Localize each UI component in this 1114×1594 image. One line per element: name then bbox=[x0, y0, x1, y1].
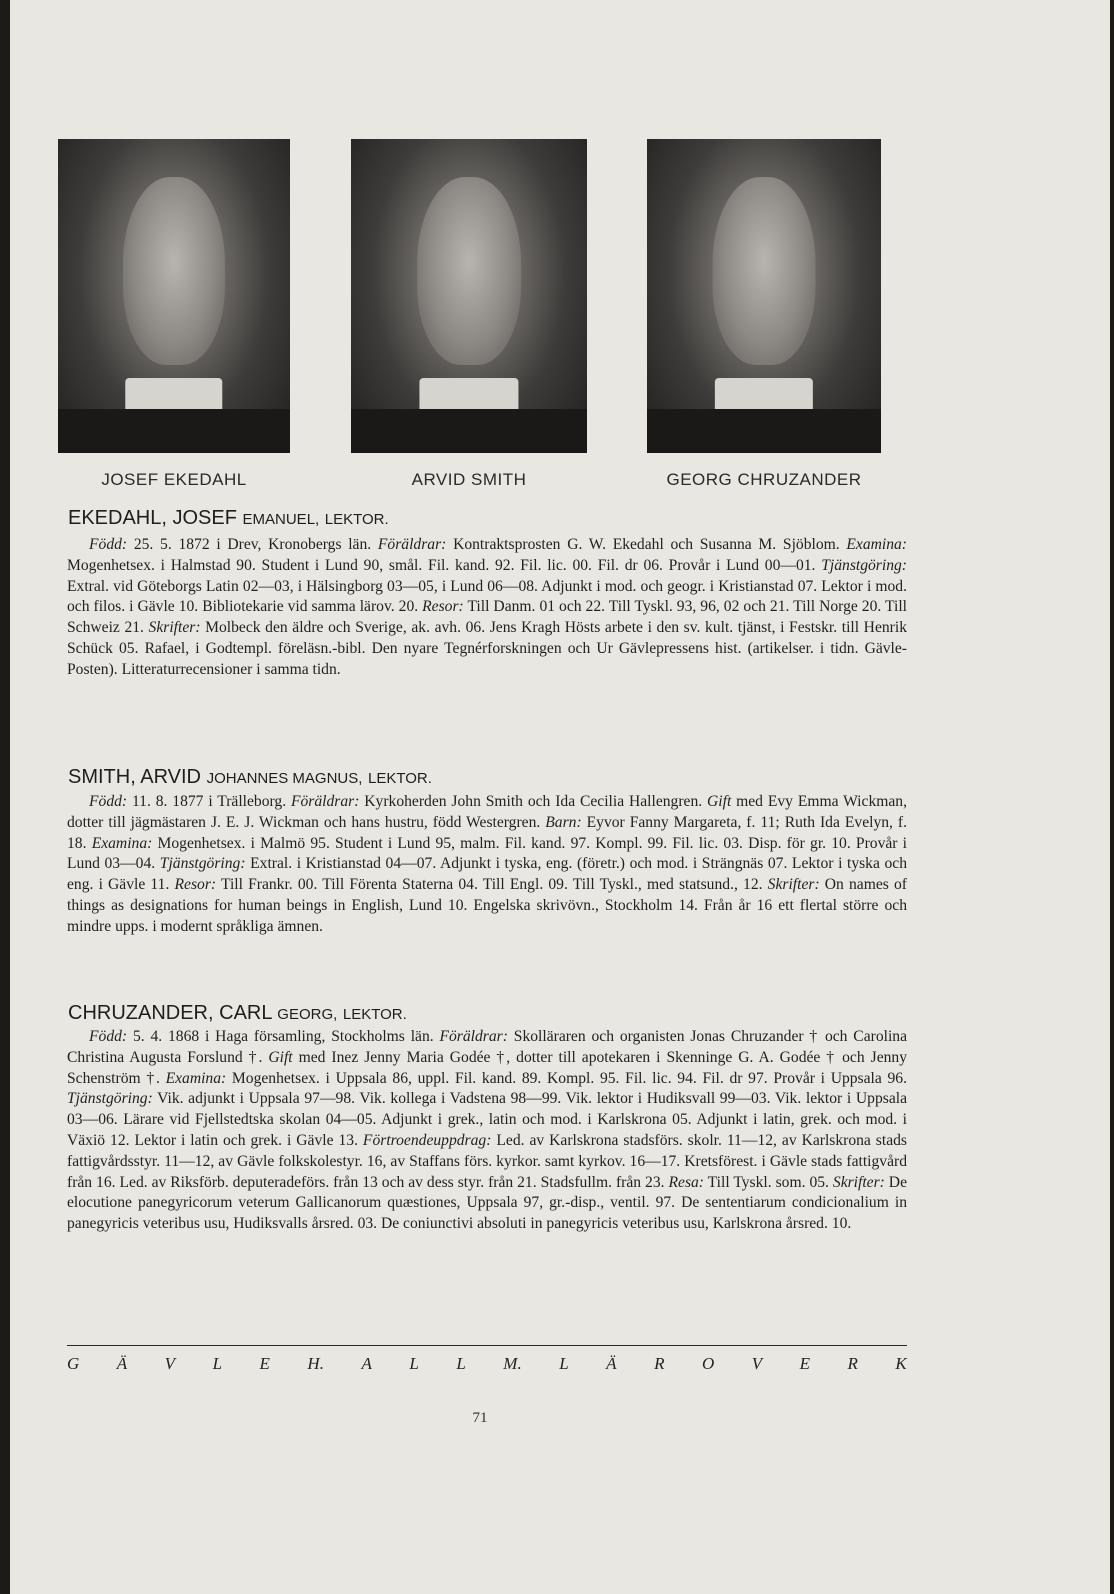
field-text: Till Tyskl. som. 05. bbox=[704, 1173, 833, 1191]
field-label: Resor: bbox=[174, 876, 217, 894]
field-text: De elocutione panegyricorum veterum Gallicanorum quæstiones, Uppsala 97, gr.-disp., ventil. 97. De sententiarum condicionalium in panegyricis veteribus usu, Hudiksvalls årsred. 03. De coniunctivi absoluti in panegyricis veteribus usu, Karlskrona årsred. 10. bbox=[67, 1173, 907, 1233]
field-label: Resor: bbox=[422, 598, 464, 616]
portrait-photo-chruzander bbox=[647, 139, 881, 453]
field-label: Barn: bbox=[545, 813, 582, 831]
field-text: Molbeck den äldre och Sverige, ak. avh. 06. Jens Kragh Hösts arbete i den sv. kult. tjänst, i Festskr. till Henrik Schück 05. Rafael, i Godtempl. föreläsn.-bibl. Den nyare Tegnérforskningen och Ur Gävlepressens hist. (artikelser. i tidn. Gävle-Posten). Litteraturrecensioner i samma tidn. bbox=[67, 619, 907, 678]
field-label: Skrifter: bbox=[148, 619, 201, 637]
footer-letter: E bbox=[799, 1354, 811, 1373]
footer-letter: R bbox=[654, 1354, 665, 1373]
page-number: 71 bbox=[472, 1410, 488, 1426]
field-label: Tjänstgöring: bbox=[821, 556, 907, 574]
entry-title: LEKTOR. bbox=[324, 511, 389, 528]
field-label: Gift bbox=[707, 793, 732, 810]
entry-given-name: ARVID bbox=[140, 766, 201, 788]
portrait-photo-smith bbox=[351, 139, 587, 453]
portrait-photo-ekedahl bbox=[58, 139, 290, 453]
footer-letter: V bbox=[751, 1354, 763, 1373]
field-label: Skrifter: bbox=[767, 876, 820, 894]
entry-title: LEKTOR. bbox=[342, 1006, 407, 1023]
field-label: Examina: bbox=[91, 834, 153, 852]
footer-letter: A bbox=[361, 1354, 372, 1373]
field-text: med Inez Jenny Maria Godée †, dotter till apotekaren i Skenninge G. A. Godée † och Jenny Schenström †. bbox=[67, 1048, 907, 1087]
entry-heading bbox=[68, 766, 432, 789]
entry-heading bbox=[68, 1002, 407, 1025]
footer-letter: L bbox=[409, 1354, 419, 1373]
field-text: 11. 8. 1877 i Trälleborg. bbox=[127, 793, 291, 810]
entry-middle-name: GEORG, bbox=[277, 1006, 338, 1023]
field-label: Född: bbox=[89, 536, 128, 553]
field-label: Född: bbox=[89, 793, 128, 810]
footer-letter: O bbox=[701, 1354, 715, 1373]
entry-given-name: CARL bbox=[219, 1002, 272, 1024]
field-label: Tjänstgöring: bbox=[159, 855, 246, 873]
entry-text bbox=[67, 792, 907, 938]
footer-letter: Ä bbox=[116, 1354, 128, 1373]
entry-middle-name: JOHANNES MAGNUS, bbox=[206, 770, 363, 787]
running-footer bbox=[67, 1354, 907, 1374]
field-text: On names of things as designations for human beings in English, Lund 10. Engelska skrivövn., Stockholm 14. Från år 16 ett flertal större och mindre upps. i modernt språkliga ämnen. bbox=[67, 876, 907, 935]
field-text: Mogenhetsex. i Uppsala 86, uppl. Fil. kand. 89. Kompl. 95. Fil. lic. 94. Fil. dr 97. Provår i Uppsala 96. bbox=[226, 1069, 908, 1087]
entry-middle-name: EMANUEL, bbox=[242, 511, 320, 528]
portrait-caption: GEORG CHRUZANDER bbox=[666, 470, 862, 489]
footer-letter: Ä bbox=[606, 1354, 617, 1373]
field-label: Examina: bbox=[846, 536, 907, 553]
entry-body bbox=[67, 792, 907, 938]
field-label: Förtroendeuppdrag: bbox=[362, 1131, 492, 1149]
footer-letter: L bbox=[212, 1354, 223, 1373]
entry-surname: EKEDAHL, bbox=[68, 507, 167, 529]
entry-text bbox=[67, 1027, 907, 1235]
footer-letter: G bbox=[67, 1354, 80, 1373]
footer-letter: L bbox=[559, 1354, 569, 1373]
entry-body bbox=[67, 535, 907, 681]
field-label: Föräldrar: bbox=[290, 793, 360, 810]
entry-body bbox=[67, 1027, 907, 1235]
field-label: Gift bbox=[268, 1048, 293, 1066]
footer-letter: E bbox=[259, 1354, 270, 1373]
field-text: 5. 4. 1868 i Haga församling, Stockholms län. bbox=[127, 1028, 440, 1045]
field-text: 25. 5. 1872 i Drev, Kronobergs län. bbox=[127, 536, 378, 553]
field-label: Skrifter: bbox=[832, 1173, 885, 1191]
field-text: med Evy Emma Wickman, dotter till jägmästaren J. E. J. Wickman och hans hustru, född Westergren. bbox=[67, 793, 907, 831]
footer-letter: R bbox=[847, 1354, 858, 1373]
field-label: Tjänstgöring: bbox=[67, 1090, 153, 1108]
field-label: Föräldrar: bbox=[377, 536, 447, 553]
entry-heading bbox=[68, 507, 389, 530]
entry-text bbox=[67, 535, 907, 681]
entry-title: LEKTOR. bbox=[367, 770, 432, 787]
field-label: Examina: bbox=[165, 1069, 227, 1087]
field-text: Vik. adjunkt i Uppsala 97—98. Vik. kollega i Vadstena 98—99. Vik. lektor i Hudiksvall 99—03. Vik. lektor i Uppsala 03—06. Lärare vid Fjellstedtska skolan 04—05. Adjunkt i grek., latin och mod. i Karlskrona 05. Adjunkt i latin, grek. och mod. i Växiö 12. Lektor i latin och grek. i Gävle 13. bbox=[67, 1090, 907, 1149]
entry-surname: CHRUZANDER, bbox=[68, 1002, 214, 1024]
field-label: Föräldrar: bbox=[439, 1028, 508, 1045]
footer-letter: V bbox=[164, 1354, 176, 1373]
portrait-caption: JOSEF EKEDAHL bbox=[101, 470, 247, 489]
footer-letter: M. bbox=[503, 1354, 522, 1373]
field-text: Led. av Karlskrona stadsförs. skolr. 11—12, av Karlskrona stads fattigvårdsstyr. 11—12, av Gävle folkskolestyr. 16, av Staffans förs. kyrkor. samt kyrkov. 16—17. Kretsförest. i Gävle stads fattigvård från 16. Led. av Riksförb. deputeradeförs. från 13 och av dess styr. från 21. Stadsfullm. från 23. bbox=[67, 1131, 907, 1191]
field-text: Mogenhetsex. i Malmö 95. Student i Lund 95, malm. Fil. kand. 97. Kompl. 99. Fil. lic. 03. Disp. för gr. 10. Provår i Lund 03—04. bbox=[67, 834, 908, 873]
field-text: Mogenhetsex. i Halmstad 90. Student i Lund 90, smål. Fil. kand. 92. Fil. lic. 00. Fil. dr 06. Provår i Lund 00—01. bbox=[67, 556, 822, 574]
field-text: Skolläraren och organisten Jonas Chruzander † och Carolina Christina Augusta Forslund †. bbox=[67, 1028, 908, 1066]
field-label: Resa: bbox=[668, 1173, 705, 1191]
field-label: Född: bbox=[89, 1028, 128, 1045]
field-text: Extral. vid Göteborgs Latin 02—03, i Hälsingborg 03—05, i Lund 06—08. Adjunkt i mod. och geogr. i Kristianstad 07. Lektor i mod. och filos. i Gävle 10. Bibliotekarie vid samma lärov. 20. bbox=[67, 577, 907, 616]
portrait-caption: ARVID SMITH bbox=[411, 470, 527, 489]
field-text: Extral. i Kristianstad 04—07. Adjunkt i tyska, eng. (företr.) och mod. i Strängnäs 07. Lektor i tyska och eng. i Gävle 11. bbox=[67, 855, 907, 894]
entry-surname: SMITH, bbox=[68, 766, 136, 788]
footer-rule bbox=[67, 1345, 907, 1346]
field-text: Kontraktsprosten G. W. Ekedahl och Susanna M. Sjöblom. bbox=[446, 536, 847, 553]
footer-letter: L bbox=[456, 1354, 466, 1373]
field-text: Till Danm. 01 och 22. Till Tyskl. 93, 96, 02 och 21. Till Norge 20. Till Schweiz 21. bbox=[67, 598, 907, 637]
field-text: Kyrkoherden John Smith och Ida Cecilia Hallengren. bbox=[359, 793, 708, 810]
entry-given-name: JOSEF bbox=[172, 507, 237, 529]
footer-letter: H. bbox=[307, 1354, 324, 1373]
field-text: Eyvor Fanny Margareta, f. 11; Ruth Ida Evelyn, f. 18. bbox=[67, 813, 907, 852]
page bbox=[10, 0, 1110, 1594]
field-text: Till Frankr. 00. Till Förenta Staterna 04. Till Engl. 09. Till Tyskl., med statsund., 12. bbox=[216, 876, 768, 894]
footer-letter: K bbox=[895, 1354, 907, 1373]
